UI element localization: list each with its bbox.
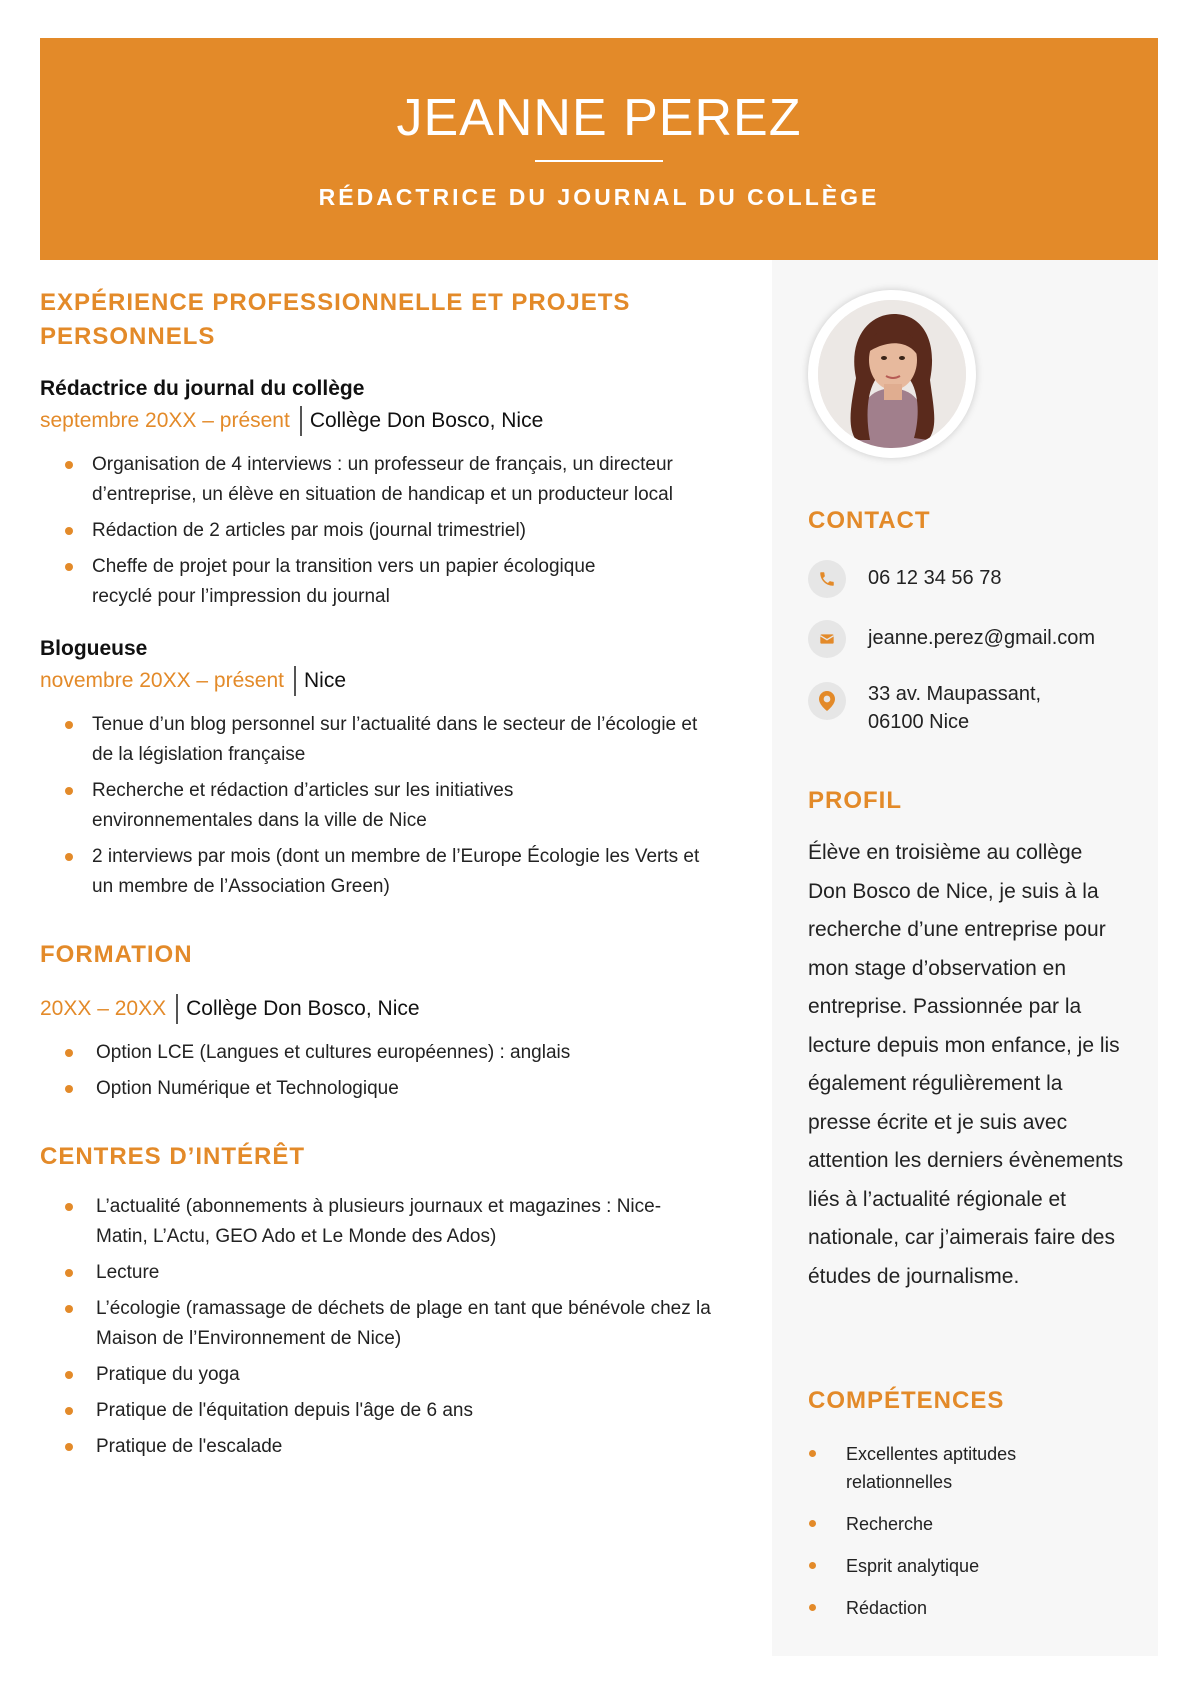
job-place: Collège Don Bosco, Nice <box>309 409 544 432</box>
sidebar <box>772 260 1158 1656</box>
portrait-illustration <box>818 300 966 448</box>
list-item: Option Numérique et Technologique <box>40 1074 730 1104</box>
postal-address <box>868 680 1041 736</box>
map-pin-icon <box>808 682 846 720</box>
list-item: Rédaction <box>808 1594 1108 1622</box>
job-meta <box>40 664 730 698</box>
list-item: Lecture <box>40 1258 730 1288</box>
list-item: Cheffe de projet pour la transition vers un papier écologique recyclé pour l’impression du journal <box>40 552 700 612</box>
address-line: 06100 Nice <box>868 711 970 733</box>
list-item: Option LCE (Langues et cultures européennes) : anglais <box>40 1038 730 1068</box>
main-column <box>40 260 730 1468</box>
list-item: Pratique de l'escalade <box>40 1432 730 1462</box>
job-bullets <box>40 710 700 902</box>
job-meta <box>40 404 730 438</box>
profile-heading: PROFIL <box>808 787 902 814</box>
list-item: Organisation de 4 interviews : un professeur de français, un directeur d’entreprise, un élève en situation de handicap et un producteur local <box>40 450 700 510</box>
job-date: septembre 20XX – présent <box>40 409 290 432</box>
skills-heading: COMPÉTENCES <box>808 1387 1005 1414</box>
profile-photo <box>818 300 966 448</box>
job-entry <box>40 374 730 612</box>
list-item: Esprit analytique <box>808 1552 1108 1580</box>
list-item: Pratique du yoga <box>40 1360 730 1390</box>
list-item: L’écologie (ramassage de déchets de plage en tant que bénévole chez la Maison de l’Environnement de Nice) <box>40 1294 730 1354</box>
meta-separator <box>300 406 302 436</box>
candidate-name: JEANNE PEREZ <box>396 89 802 147</box>
job-date: novembre 20XX – présent <box>40 669 284 692</box>
phone-icon <box>808 560 846 598</box>
interests-bullets <box>40 1192 730 1462</box>
contact-phone <box>808 560 1001 598</box>
list-item: L’actualité (abonnements à plusieurs journaux et magazines : Nice-Matin, L’Actu, GEO Ado et Le Monde des Ados) <box>40 1192 730 1252</box>
job-entry <box>40 634 730 902</box>
meta-separator <box>294 666 296 696</box>
experience-heading: EXPÉRIENCE PROFESSIONNELLE ET PROJETS PERSONNELS <box>40 289 631 350</box>
contact-email <box>808 620 1095 658</box>
list-item: Pratique de l'équitation depuis l'âge de 6 ans <box>40 1396 730 1426</box>
email-address: jeanne.perez@gmail.com <box>868 627 1096 649</box>
list-item: Recherche et rédaction d’articles sur les initiatives environnementales dans la ville de Nice <box>40 776 700 836</box>
education-bullets <box>40 1038 730 1104</box>
job-place: Nice <box>303 669 346 692</box>
candidate-job-title: RÉDACTRICE DU JOURNAL DU COLLÈGE <box>318 184 880 210</box>
header-divider <box>535 160 663 162</box>
job-bullets <box>40 450 700 612</box>
list-item: Recherche <box>808 1510 1108 1538</box>
list-item: 2 interviews par mois (dont un membre de l’Europe Écologie les Verts et un membre de l’Association Green) <box>40 842 700 902</box>
education-place: Collège Don Bosco, Nice <box>186 997 420 1020</box>
avatar <box>808 290 976 458</box>
header-banner <box>40 38 1158 260</box>
list-item: Excellentes aptitudes relationnelles <box>808 1440 1108 1496</box>
education-meta <box>40 992 730 1026</box>
contact-heading: CONTACT <box>808 507 931 534</box>
skills-list <box>808 1440 1108 1636</box>
list-item: Rédaction de 2 articles par mois (journal trimestriel) <box>40 516 700 546</box>
phone-number: 06 12 34 56 78 <box>868 567 1002 589</box>
profile-summary: Élève en troisième au collège Don Bosco de Nice, je suis à la recherche d’une entreprise pour mon stage d’observation en entreprise. Passionnée par la lecture depuis mon enfance, je lis également régulièrement la presse écrite et je suis avec attention les derniers évènements liés à l’actualité régionale et nationale, car j’aimerais faire des études de journalisme. <box>808 841 1124 1288</box>
job-title: Blogueuse <box>40 637 148 660</box>
contact-address <box>808 680 1041 736</box>
education-date: 20XX – 20XX <box>40 997 167 1020</box>
interests-heading: CENTRES D’INTÉRÊT <box>40 1143 306 1170</box>
education-heading: FORMATION <box>40 941 193 968</box>
job-title: Rédactrice du journal du collège <box>40 377 365 400</box>
meta-separator <box>176 994 178 1024</box>
list-item: Tenue d’un blog personnel sur l’actualité dans le secteur de l’écologie et de la législation française <box>40 710 700 770</box>
envelope-icon <box>808 620 846 658</box>
address-line: 33 av. Maupassant, <box>868 683 1042 705</box>
